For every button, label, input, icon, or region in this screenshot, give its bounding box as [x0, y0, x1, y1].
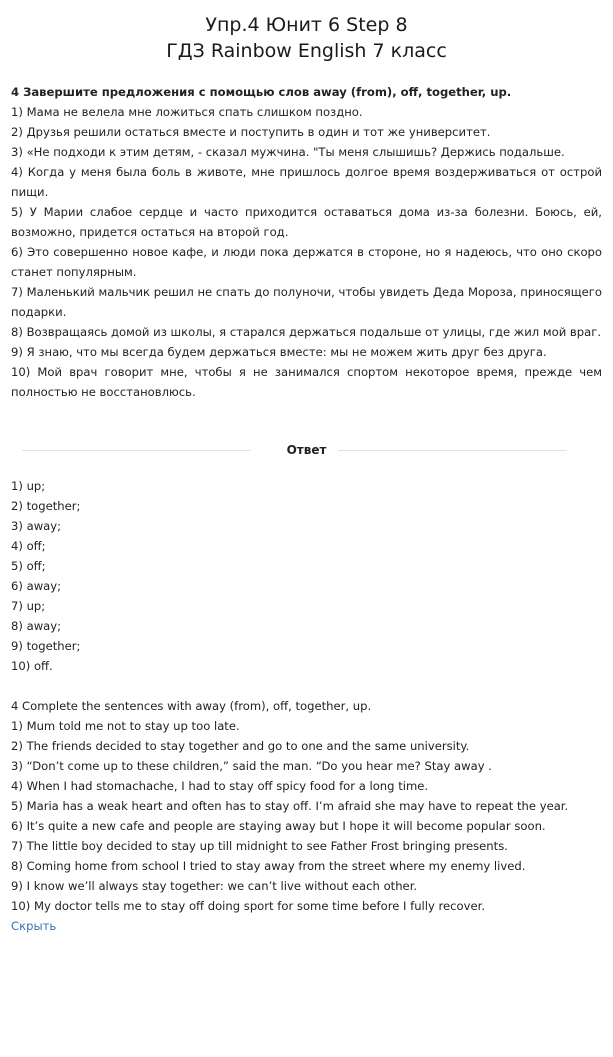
- task-en-item: 2) The friends decided to stay together and go to one and the same university.: [11, 739, 470, 753]
- content: [0, 82, 613, 936]
- task-en-item: 8) Coming home from school I tried to stay away from the street where my enemy lived.: [11, 859, 526, 873]
- task-ru-item: 1) Мама не велела мне ложиться спать слишком поздно.: [11, 105, 363, 119]
- task-en-item: 7) The little boy decided to stay up till midnight to see Father Frost bringing presents.: [11, 839, 508, 853]
- task-en-item: 6) It’s quite a new cafe and people are staying away but I hope it will become popular soon.: [11, 819, 546, 833]
- page-title: Упр.4 Юнит 6 Step 8: [205, 14, 408, 36]
- answer-item: 7) up;: [11, 599, 46, 613]
- answer-list: [11, 476, 602, 676]
- task-ru-item: 6) Это совершенно новое кафе, и люди пока держатся в стороне, но я надеюсь, что оно скоро станет популярным.: [11, 245, 602, 279]
- page-header: [0, 0, 613, 64]
- answer-item: 1) up;: [11, 479, 46, 493]
- answer-item: 3) away;: [11, 519, 62, 533]
- answer-divider: [11, 440, 602, 460]
- answer-item: 10) off.: [11, 659, 53, 673]
- divider-line-right: [338, 450, 567, 451]
- answer-item: 5) off;: [11, 559, 46, 573]
- task-ru-item: 5) У Марии слабое сердце и часто приходится оставаться дома из-за болезни. Боюсь, ей, возможно, придется остаться на второй год.: [11, 205, 602, 239]
- task-ru-item: 2) Друзья решили остаться вместе и поступить в один и тот же университет.: [11, 125, 491, 139]
- task-en: [11, 696, 602, 916]
- task-ru-item: 7) Маленький мальчик решил не спать до полуночи, чтобы увидеть Деда Мороза, приносящего подарки.: [11, 285, 602, 319]
- answer-heading: Ответ: [286, 443, 327, 457]
- task-ru-item: 3) «Не подходи к этим детям, - сказал мужчина. "Ты меня слышишь? Держись подальше.: [11, 145, 565, 159]
- task-ru: [11, 82, 602, 402]
- answer-item: 6) away;: [11, 579, 62, 593]
- answer-item: 2) together;: [11, 499, 81, 513]
- task-ru-item: 8) Возвращаясь домой из школы, я старался держаться подальше от улицы, где жил мой враг.: [11, 325, 602, 339]
- task-en-item: 3) “Don’t come up to these children,” said the man. “Do you hear me? Stay away .: [11, 759, 492, 773]
- task-ru-item: 9) Я знаю, что мы всегда будем держаться вместе: мы не можем жить друг без друга.: [11, 345, 547, 359]
- answer-item: 8) away;: [11, 619, 62, 633]
- answer-item: 4) off;: [11, 539, 46, 553]
- answer-item: 9) together;: [11, 639, 81, 653]
- task-ru-item: 4) Когда у меня была боль в животе, мне пришлось долгое время воздерживаться от острой пищи.: [11, 165, 602, 199]
- task-en-item: 4) When I had stomachache, I had to stay off spicy food for a long time.: [11, 779, 429, 793]
- task-en-heading: 4 Complete the sentences with away (from), off, together, up.: [11, 699, 372, 713]
- task-en-item: 5) Maria has a weak heart and often has to stay off. I’m afraid she may have to repeat the year.: [11, 799, 569, 813]
- task-en-item: 1) Mum told me not to stay up too late.: [11, 719, 240, 733]
- task-en-item: 9) I know we’ll always stay together: we can’t live without each other.: [11, 879, 418, 893]
- task-en-item: 10) My doctor tells me to stay off doing sport for some time before I fully recover.: [11, 899, 486, 913]
- task-ru-item: 10) Мой врач говорит мне, чтобы я не занимался спортом некоторое время, прежде чем полностью не восстановлюсь.: [11, 365, 602, 399]
- task-ru-heading: 4 Завершите предложения с помощью слов away (from), off, together, up.: [11, 85, 512, 99]
- hide-answer-link[interactable]: Скрыть: [11, 919, 57, 933]
- page-subtitle: ГДЗ Rainbow English 7 класс: [166, 40, 447, 62]
